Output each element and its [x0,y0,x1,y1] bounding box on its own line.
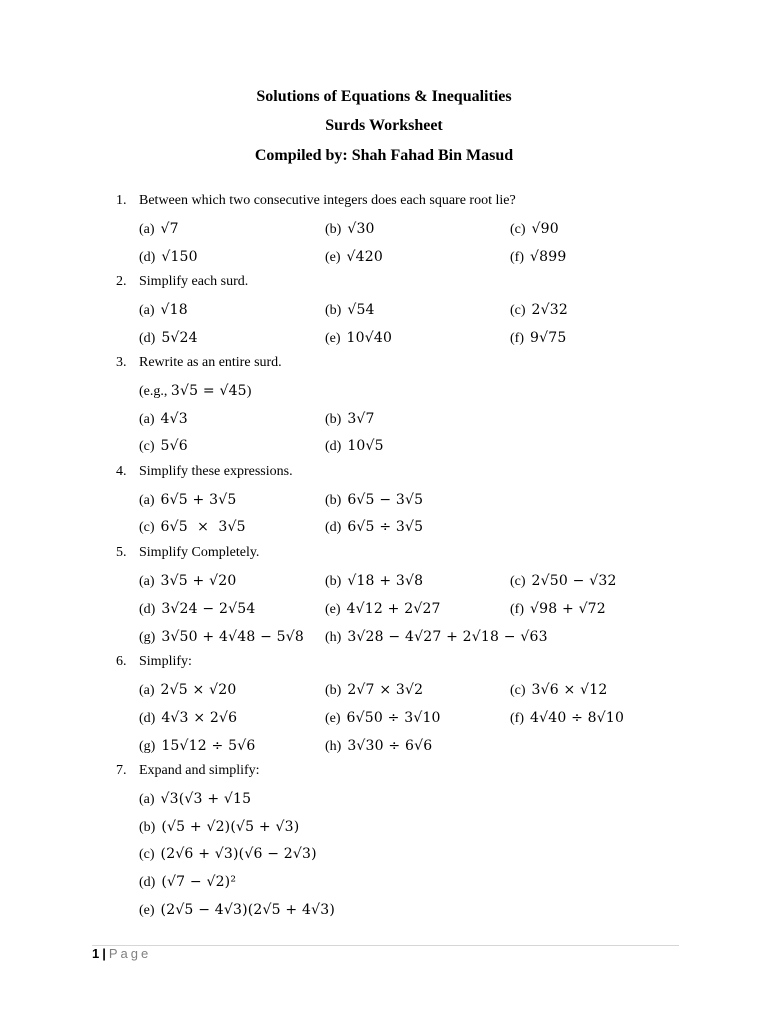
question-item: (a) √18 [139,302,188,318]
page-word: Page [108,946,152,961]
question-item: (d) √150 [139,249,198,265]
question-item: (f) 4√40 ÷ 8√10 [510,710,625,726]
question-item: (d) 10√5 [325,438,384,454]
question-text: Simplify each surd. [139,274,249,289]
question-item: (b) 3√7 [325,411,375,427]
question-text: Simplify Completely. [139,545,260,560]
question-item: (a) √3(√3 + √15 [139,791,252,807]
question-text: Simplify: [139,654,192,669]
question-item: (c) 3√6 × √12 [510,682,608,698]
question-item: (d) 6√5 ÷ 3√5 [325,519,424,535]
question-item: (a) 6√5 + 3√5 [139,492,237,508]
question-item: (b) √18 + 3√8 [325,573,424,589]
question-item: (e) √420 [325,249,383,265]
question-text: Simplify these expressions. [139,464,293,479]
question-item: (b) (√5 + √2)(√5 + √3) [139,819,300,835]
question-item: (c) 2√50 − √32 [510,573,617,589]
worksheet-title: Solutions of Equations & Inequalities [256,88,512,105]
question-text: Rewrite as an entire surd. [139,355,282,370]
question-item: (h) 3√28 − 4√27 + 2√18 − √63 [325,629,548,645]
question-item: (b) √30 [325,221,375,237]
question-number: 4. [116,464,127,479]
question-number: 5. [116,545,127,560]
question-item: (c) 6√5 × 3√5 [139,519,246,535]
question-item: (f) √899 [510,249,567,265]
worksheet-author: Compiled by: Shah Fahad Bin Masud [254,147,514,164]
footer-divider [92,945,679,946]
question-item: (b) √54 [325,302,375,318]
question-item: (c) (2√6 + √3)(√6 − 2√3) [139,846,317,862]
question-number: 2. [116,274,127,289]
question-item: (a) 2√5 × √20 [139,682,237,698]
example-note: (e.g., 3√5 = √45) [139,383,252,399]
question-item: (b) 2√7 × 3√2 [325,682,424,698]
question-item: (e) (2√5 − 4√3)(2√5 + 4√3) [139,902,335,918]
question-item: (f) 9√75 [510,330,567,346]
question-text: Expand and simplify: [139,763,260,778]
question-item: (a) 3√5 + √20 [139,573,237,589]
question-number: 3. [116,355,127,370]
question-item: (e) 10√40 [325,330,393,346]
question-item: (a) 4√3 [139,411,188,427]
question-item: (b) 6√5 − 3√5 [325,492,424,508]
worksheet-subtitle: Surds Worksheet [325,117,443,134]
question-item: (d) 3√24 − 2√54 [139,601,256,617]
question-item: (d) (√7 − √2)² [139,874,237,890]
question-item: (d) 4√3 × 2√6 [139,710,238,726]
question-text: Between which two consecutive integers does each square root lie? [139,193,516,208]
question-item: (g) 15√12 ÷ 5√6 [139,738,256,754]
page-number: 1 [92,946,100,961]
question-item: (g) 3√50 + 4√48 − 5√8 [139,629,305,645]
question-item: (e) 6√50 ÷ 3√10 [325,710,441,726]
question-number: 1. [116,193,127,208]
page-footer [92,946,151,961]
footer-separator: | [102,946,106,961]
question-number: 6. [116,654,127,669]
question-item: (c) 5√6 [139,438,188,454]
question-item: (d) 5√24 [139,330,198,346]
question-item: (c) √90 [510,221,559,237]
question-number: 7. [116,763,127,778]
question-item: (e) 4√12 + 2√27 [325,601,441,617]
question-item: (c) 2√32 [510,302,568,318]
question-item: (a) √7 [139,221,179,237]
question-item: (f) √98 + √72 [510,601,606,617]
question-item: (h) 3√30 ÷ 6√6 [325,738,433,754]
